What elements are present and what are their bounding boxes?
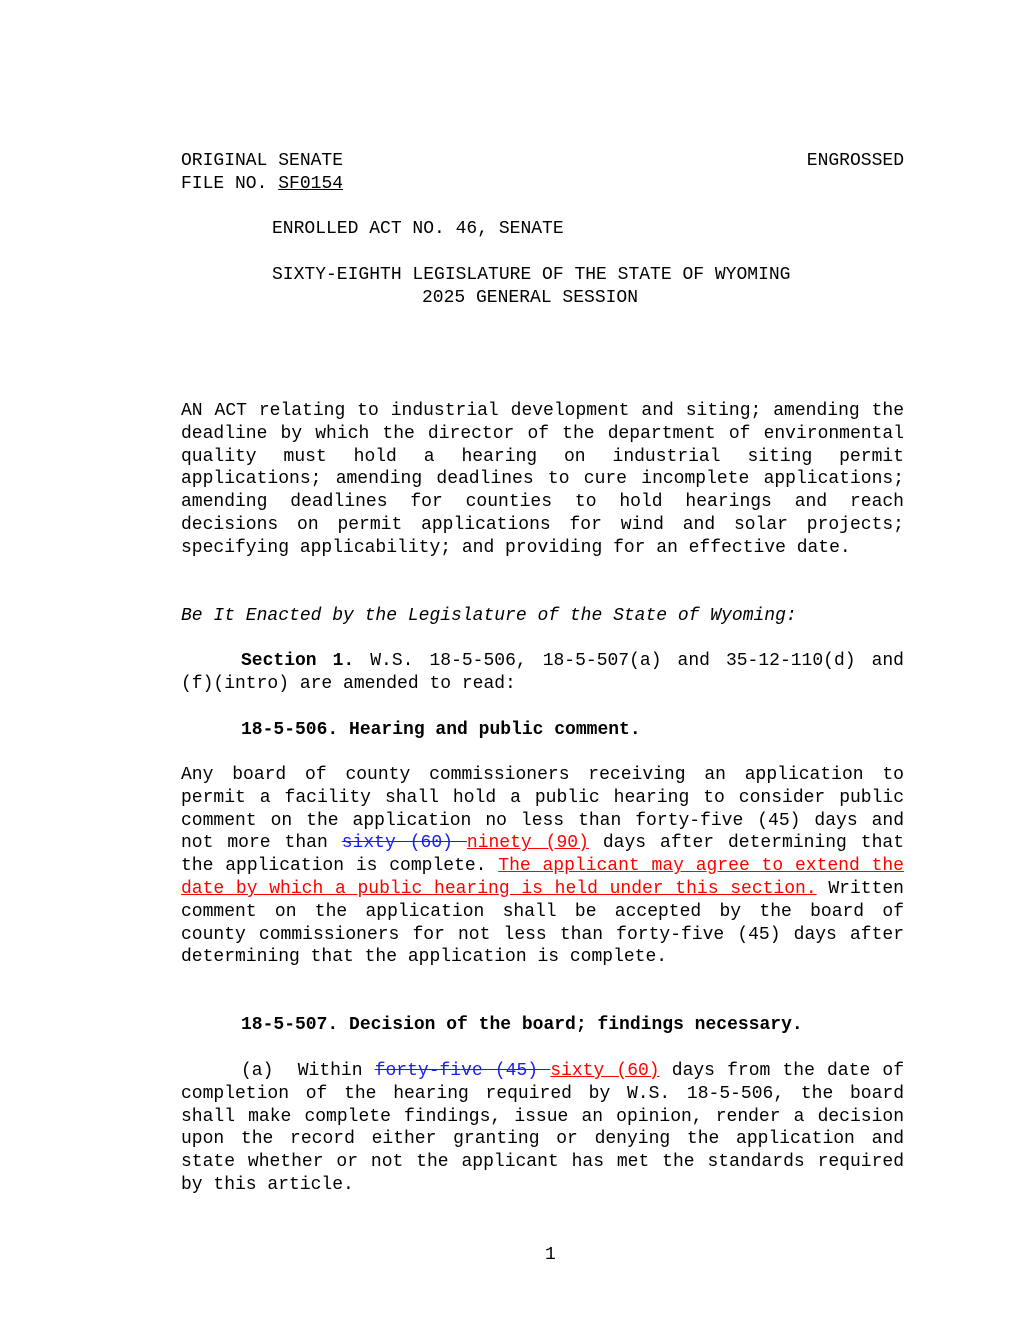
section-18-5-506-body [181,764,904,969]
enacting-clause: Be It Enacted by the Legislature of the State of Wyoming: [181,606,797,626]
original-senate-label: ORIGINAL SENATE [181,151,344,171]
section-1-paragraph [181,650,904,696]
enrolled-act-title: ENROLLED ACT NO. 46, SENATE [272,219,564,239]
s507-deleted-text: forty-five (45) [374,1061,551,1081]
section-18-5-507-body [181,1060,904,1197]
s507-text-a: (a) Within [241,1061,375,1081]
s506-text-c: Written comment on the application shall be accepted by the board of county commissioners for not less than forty-five (45) days after determining that the application is complete. [181,878,904,968]
file-number-line [181,173,343,196]
page-number: 1 [545,1245,556,1265]
act-title-paragraph: AN ACT relating to industrial development and siting; amending the deadline by which the director of the department of environmental quality must hold a hearing on industrial siting permit applications; amending deadlines to cure incomplete applications; amending deadlines for counties to hold hearings and reach decisions on permit applications for wind and solar projects; specifying applicability; and providing for an effective date. [181,401,904,558]
s507-inserted-text: sixty (60) [550,1061,660,1081]
s506-text-a: Any board of county commissioners receiving an application to permit a facility shall hold a public hearing to consider public comment on the application no less than forty-five (45) days and not more than [181,765,904,854]
section-1-label: Section 1. [241,651,355,671]
s506-text-b: days after determining that the application is complete. [181,833,905,877]
s506-deleted-text: sixty (60) [341,833,467,854]
legislature-title: SIXTY-EIGHTH LEGISLATURE OF THE STATE OF WYOMING [272,265,791,285]
s507-text-b: days from the date of completion of the hearing required by W.S. 18-5-506, the board shall make complete findings, issue an opinion, render a decision upon the record either granting or denying the application and state whether or not the applicant has met the standards required by this article. [181,1061,905,1195]
section-1-text: W.S. 18-5-506, 18-5-507(a) and 35-12-110(d) and (f)(intro) are amended to read: [181,651,904,694]
file-number-prefix: FILE NO. [181,174,268,194]
s506-inserted-sentence: The applicant may agree to extend the date by which a public hearing is held under this section. [181,856,904,899]
file-number: SF0154 [278,174,344,194]
section-18-5-507-heading: 18-5-507. Decision of the board; findings necessary. [241,1015,803,1035]
session-title: 2025 GENERAL SESSION [422,288,639,308]
section-18-5-506-heading: 18-5-506. Hearing and public comment. [241,720,641,740]
s506-inserted-text: ninety (90) [466,833,589,854]
engrossed-label: ENGROSSED [806,151,904,171]
